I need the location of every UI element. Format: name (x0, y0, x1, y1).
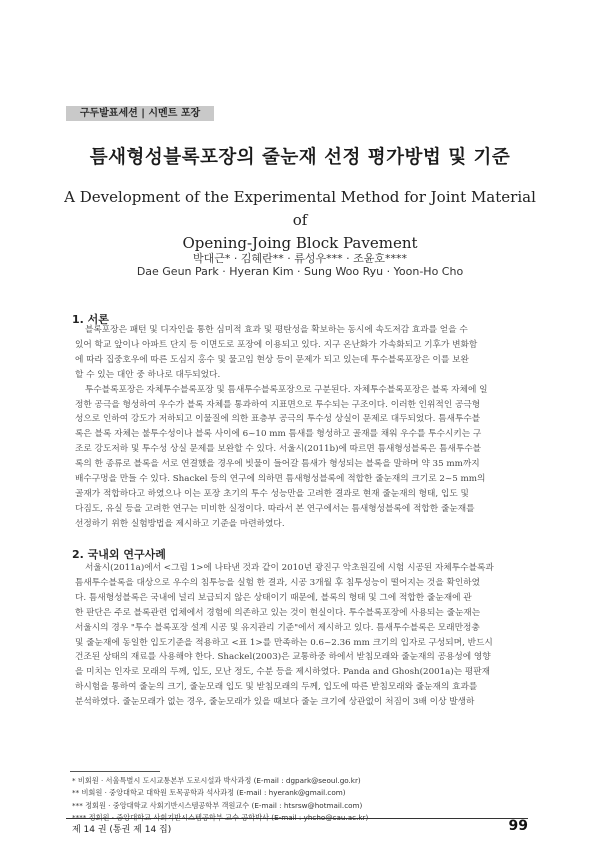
paper-title-english (60, 186, 540, 255)
body-line: 건조된 상태의 재료를 사용해야 한다. Shackel(2003)은 교통하중 하에서 받침모래와 줄눈재의 공용성에 영향 (75, 652, 491, 663)
body-line: 서울시(2011a)에서 <그림 1>에 나타낸 것과 같이 2010년 광진구 악초원길에 시험 시공된 자체투수블록과 (85, 563, 494, 573)
footnote: ** 비회원 · 중앙대학교 대학원 토목공학과 석사과정 (E-mail : hyerank@gmail.com) (72, 788, 346, 798)
body-line: 골재가 적합하다고 하였으나 이는 포장 초기의 투수 성능만을 고려한 결과로 현재 줄눈재의 형태, 입도 및 (75, 488, 469, 499)
body-line: 록은 블록 자체는 불투수성이나 블록 사이에 6~10 mm 틈새를 형성하고 골재를 채워 우수를 투수시키는 구 (75, 429, 482, 440)
title-english-line-2: Opening-Joing Block Pavement (182, 234, 418, 252)
body-line: 할 수 있는 대안 중 하나로 대두되었다. (75, 369, 221, 380)
body-line: 성으로 인하여 강도가 저하되고 이물질에 의한 표층부 공극의 투수성 상실이 문제로 대두되었다. 틈새투수블 (75, 414, 481, 425)
body-line: 록의 한 종류로 블록을 서로 연결했을 경우에 빗물이 들어갈 틈새가 형성되는 블록을 말하며 약 35 mm까지 (75, 459, 480, 470)
section-body-prior-research (75, 561, 530, 710)
authors-english: Dae Geun Park · Hyeran Kim · Sung Woo Ryu · Yoon-Ho Cho (136, 265, 464, 278)
body-line: 블록포장은 패턴 및 디자인을 통한 심미적 효과 및 평탄성을 확보하는 동시에 속도저감 효과를 얻을 수 (85, 325, 468, 335)
section-heading-introduction: 1. 서론 (72, 313, 109, 326)
section-heading-prior-research: 2. 국내외 연구사례 (72, 548, 166, 561)
body-line: 조로 강도저하 및 투수성 상실 문제를 보완할 수 있다. 서울시(2011b)에 따르면 틈새형성블록은 틈새투수블 (75, 444, 482, 455)
body-line: 에 따라 집중호우에 따른 도심지 홍수 및 물고임 현상 등이 문제가 되고 있는데 투수블록포장은 이를 보완 (75, 354, 469, 365)
title-english-line-1: A Development of the Experimental Method for Joint Material of (64, 188, 536, 229)
section-body-introduction (75, 323, 530, 532)
journal-issue: 제 14 권 (통권 제 14 집) (72, 825, 172, 835)
body-line: 한 판단은 주로 블록관련 업체에서 경험에 의존하고 있는 것이 현실이다. 투수블록포장에 사용되는 줄눈재는 (75, 607, 481, 618)
body-line: 정한 공극을 형성하여 우수가 블록 자체를 통과하여 지표면으로 투수되는 구조이다. 이러한 인위적인 공극형 (75, 399, 481, 410)
page-number: 99 (508, 818, 528, 834)
body-line: 틈새투수블록을 대상으로 우수의 침투능을 실험 한 결과, 시공 3개월 후 침투성능이 떨어지는 것을 확인하였 (75, 577, 481, 588)
body-line: 투수블록포장은 자체투수블록포장 및 틈새투수블록포장으로 구분된다. 자체투수블록포장은 블록 자체에 일 (85, 384, 488, 395)
footnote: **** 정회원 · 중앙대학교 사회기반시스템공학부 교수 공학박사 (E-mail : yhcho@cau.ac.kr) (72, 813, 369, 823)
footnote: *** 정회원 · 중앙대학교 사회기반시스템공학부 객원교수 (E-mail : htsrsw@hotmail.com) (72, 800, 363, 810)
body-line: 및 줄눈재에 동일한 입도기준을 적용하고 <표 1>를 만족하는 0.6~2.36 mm 크기의 입자로 구성되며, 반드시 (75, 637, 493, 648)
body-line: 있어 학교 앞이나 아파트 단지 등 이면도로 포장에 이용되고 있다. 지구 온난화가 가속화되고 기후가 변화함 (75, 339, 478, 350)
paper-title-korean: 틈새형성블록포장의 줄눈재 선정 평가방법 및 기준 (89, 147, 511, 168)
body-line: 분석하였다. 줄눈모래가 없는 경우, 줄눈모래가 있을 때보다 줄눈 크기에 상관없이 처짐이 3배 이상 발생하 (75, 697, 475, 708)
authors-korean: 박대근* · 김혜란** · 류성우*** · 조윤호**** (193, 252, 407, 265)
body-line: 서울시의 경우 "투수 블록포장 설계 시공 및 유지관리 기준"에서 제시하고 있다. 틈새투수블록은 모래만정충 (75, 622, 480, 633)
body-line: 다. 틈새형성블록은 국내에 널리 보급되지 않은 상태이기 때문에, 블록의 형태 및 그에 적합한 줄눈재에 관 (75, 592, 472, 603)
footer-divider (66, 818, 528, 819)
body-line: 하시험을 통하여 줄눈의 크기, 줄눈모래 입도 및 받침모래의 두께, 입도에 따른 받침모래와 줄눈재의 효과를 (75, 682, 478, 693)
series-tag: 구두발표세션 | 시멘트 포장 (66, 106, 214, 121)
footnote-divider (70, 771, 160, 772)
body-line: 선정하기 위한 실험방법을 제시하고 기준을 마련하였다. (75, 518, 285, 529)
body-line: 다짐도, 유실 등을 고려한 연구는 미비한 실정이다. 따라서 본 연구에서는 틈새형성블록에 적합한 줄눈재를 (75, 503, 475, 514)
footnote: * 비회원 · 서울특별시 도시교통본부 도로시설과 박사과정 (E-mail : dgpark@seoul.go.kr) (72, 776, 361, 785)
body-line: 을 미치는 인자로 모래의 두께, 입도, 모난 정도, 수분 등을 제시하였다. Panda and Ghosh(2001a)는 평판재 (75, 667, 491, 678)
body-line: 배수구멍을 만들 수 있다. Shackel 등의 연구에 의하면 틈새형성블록에 적합한 줄눈재의 크기로 2~5 mm의 (75, 474, 486, 485)
